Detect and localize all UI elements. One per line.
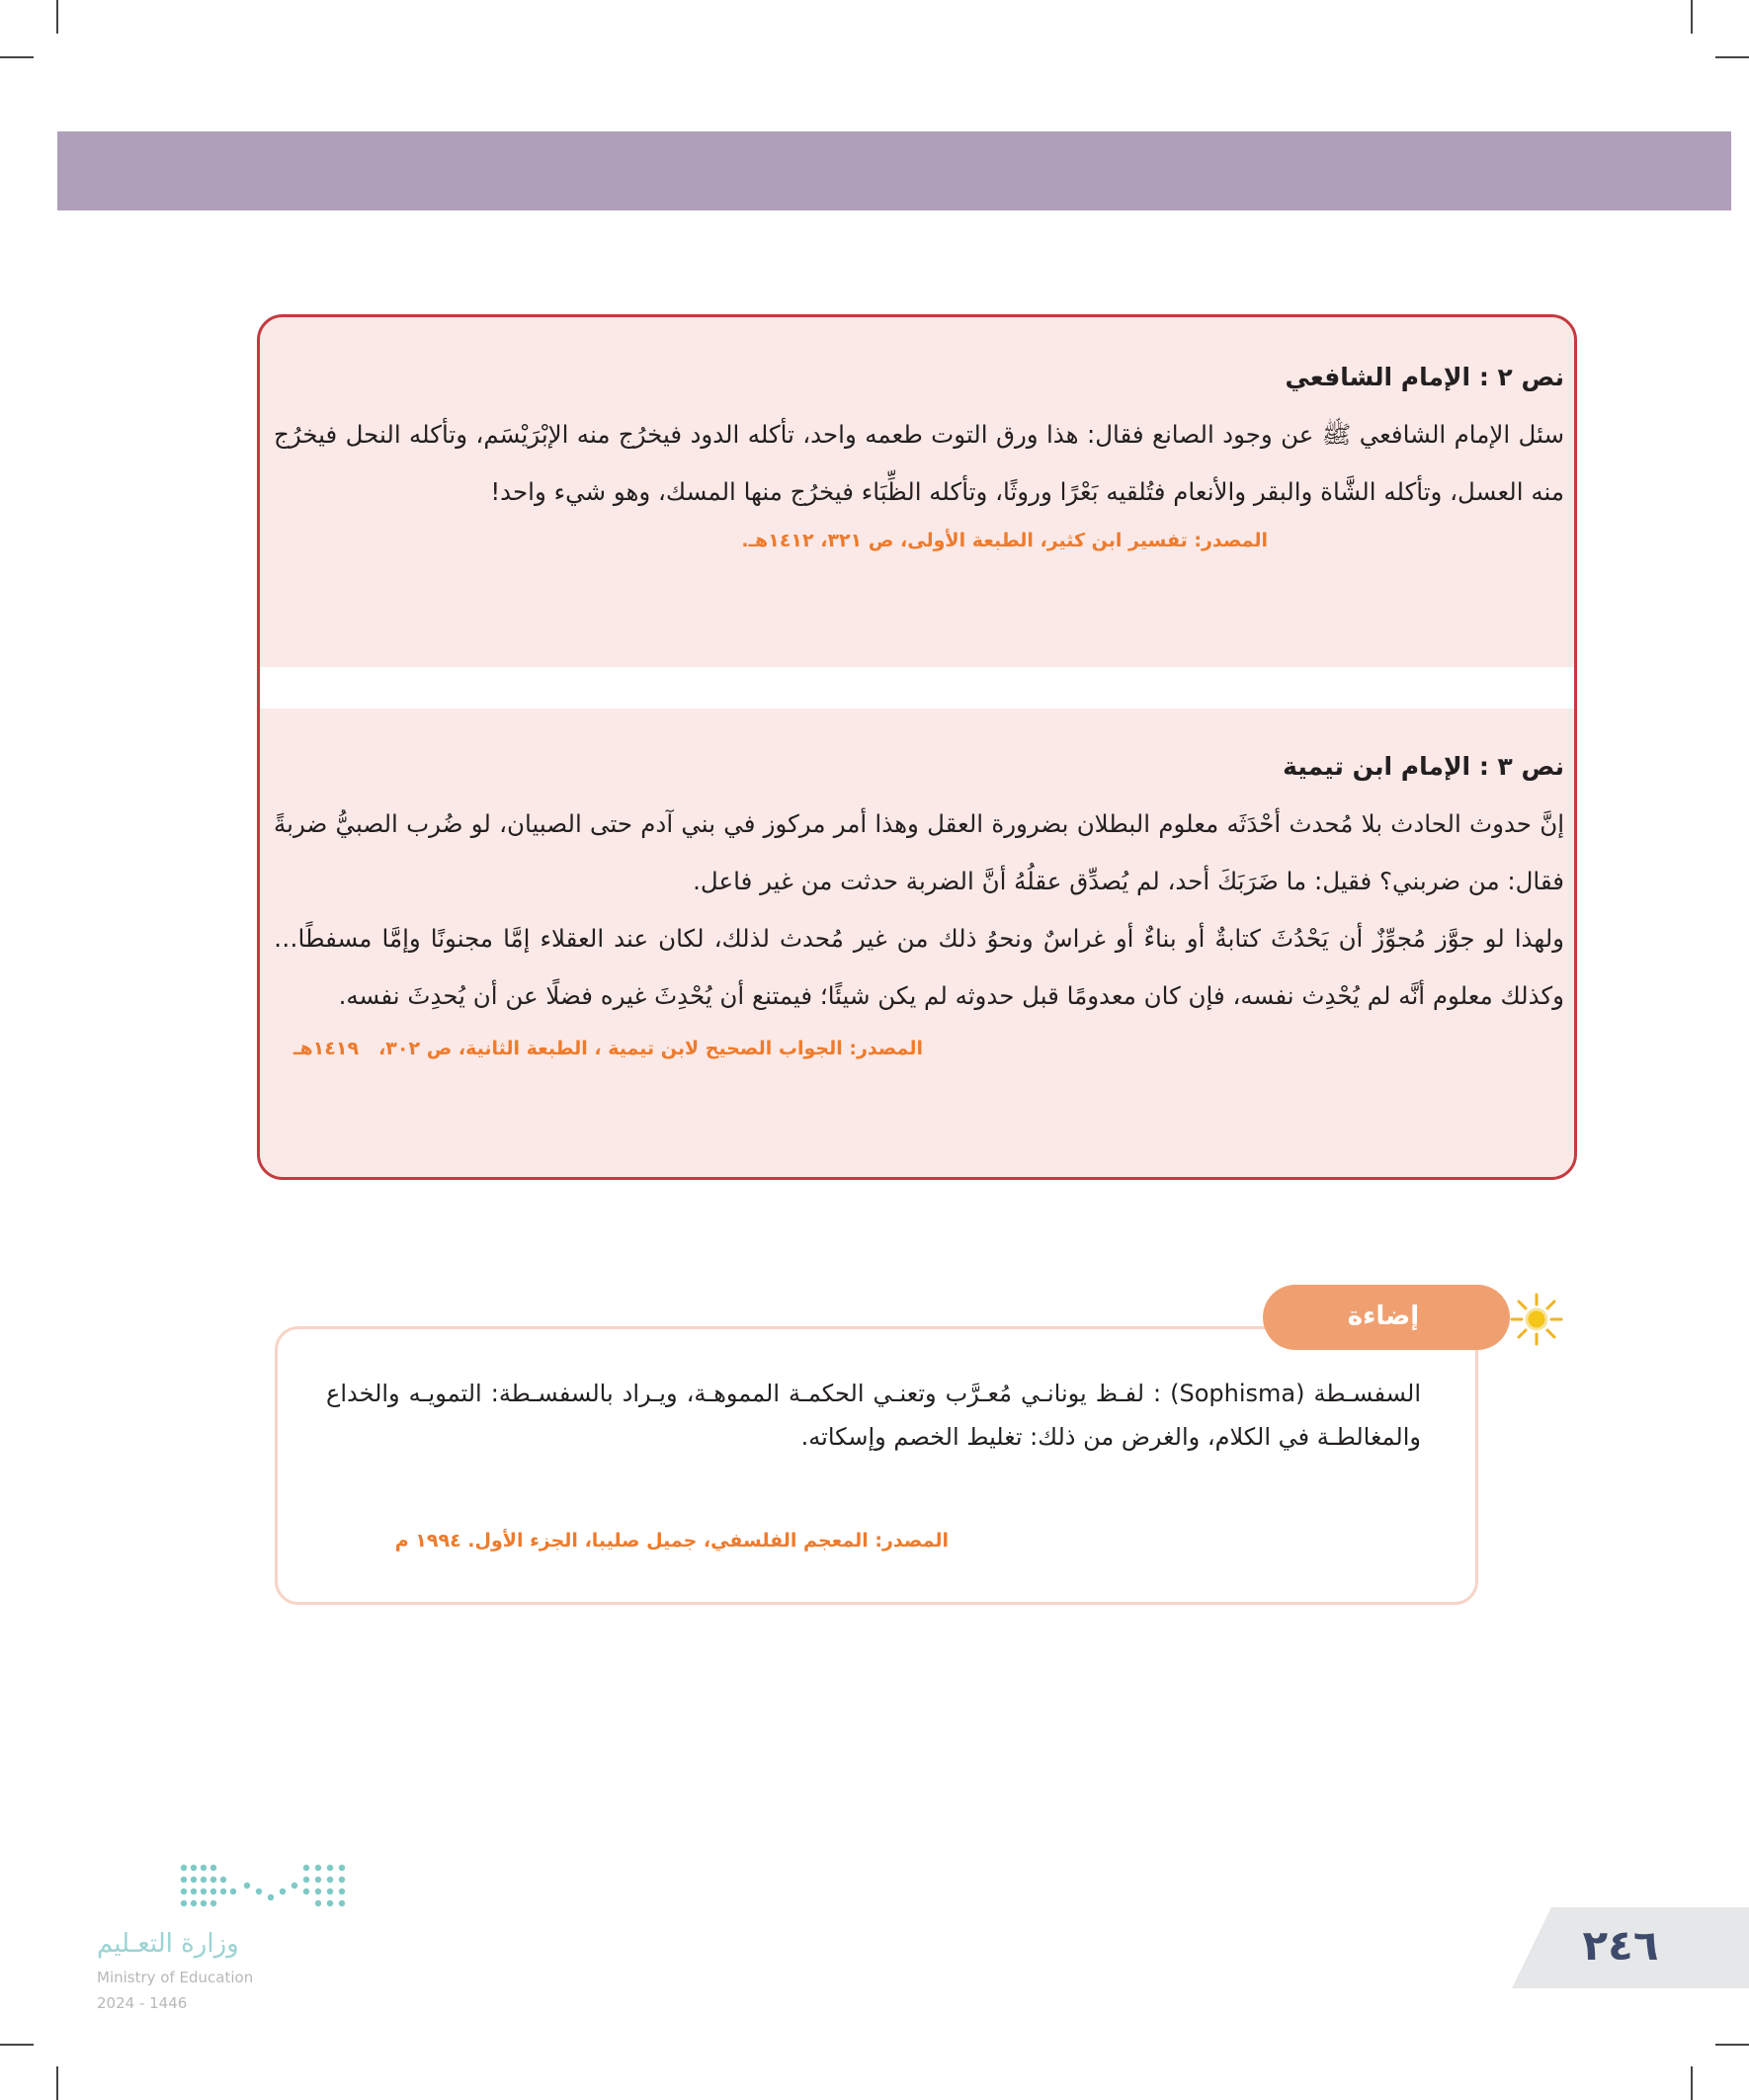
idaa-text: السفسـطة (Sophisma) : لفـظ يونانـي مُعـرَّب وتعنـي الحكمـة المموهـة، ويـراد بالسفسـطة: التمويـه والخداع والمغالطـة في الكلام، والغرض من ذلك: تغليط الخصم وإسكاته. bbox=[326, 1380, 1421, 1451]
crop-mark bbox=[56, 2066, 58, 2100]
header-band bbox=[57, 131, 1731, 210]
idaa-box bbox=[275, 1326, 1478, 1605]
section-divider bbox=[260, 667, 1574, 709]
text-2-title: نص ٢ : الإمام الشافعي bbox=[1285, 363, 1564, 391]
ministry-name-english: Ministry of Education bbox=[97, 1969, 254, 1986]
text-2-section bbox=[260, 361, 1574, 554]
idaa-label: إضاءة bbox=[1347, 1302, 1420, 1331]
text-3-paragraph-1: إنَّ حدوث الحادث بلا مُحدث أحْدَثَه معلوم البطلان بضرورة العقل وهذا أمر مركوز في بني آدم حتى الصبيان، لو ضُرب الصبيُّ ضربةً فقال: من ضربني؟ فقيل: ما ضَرَبَكَ أحد، لم يُصدِّق عقلُهُ أنَّ الضربة حدثت من غير فاعل. bbox=[274, 809, 1564, 895]
crop-mark bbox=[1691, 0, 1693, 34]
edition-year: 2024 - 1446 bbox=[97, 1994, 188, 2012]
crop-mark bbox=[56, 0, 58, 34]
text-3-source bbox=[274, 1035, 1564, 1062]
ministry-name-arabic: وزارة التعـليم bbox=[97, 1929, 239, 1959]
text-3-source-year: ١٤١٩هـ bbox=[293, 1038, 360, 1059]
text-3-source-main: المصدر: الجواب الصحيح لابن تيمية ، الطبعة الثانية، ص ٣٠٢، bbox=[378, 1038, 923, 1059]
crop-mark bbox=[0, 56, 34, 58]
crop-mark bbox=[1715, 56, 1749, 58]
sun-icon bbox=[1510, 1293, 1563, 1346]
ministry-logo-icon bbox=[178, 1858, 356, 1917]
text-2-source: المصدر: تفسير ابن كثير، الطبعة الأولى، ص ٣٢١، ١٤١٢هـ. bbox=[741, 530, 1268, 551]
crop-mark bbox=[0, 2044, 34, 2046]
text-3-title: نص ٣ : الإمام ابن تيمية bbox=[1283, 752, 1564, 781]
texts-box bbox=[257, 314, 1577, 1180]
crop-mark bbox=[1691, 2066, 1693, 2100]
crop-mark bbox=[1715, 2044, 1749, 2046]
text-3-paragraph-2: ولهذا لو جوَّز مُجوِّزٌ أن يَحْدُثَ كتابةٌ أو بناءٌ أو غراسٌ ونحوُ ذلك من غير مُحدث لذلك، لكان عند العقلاء إمَّا مجنونًا وإمَّا مسفطًا… وكذلك معلوم أنَّه لم يُحْدِث نفسه، فإن كان معدومًا قبل حدوثه لم يكن شيئًا؛ فيمتنع أن يُحْدِثَ غيره فضلًا عن أن يُحدِثَ نفسه. bbox=[274, 924, 1564, 1010]
text-2-body: سئل الإمام الشافعي ﷺ عن وجود الصانع فقال: هذا ورق التوت طعمه واحد، تأكله الدود فيخرُج منه الإبْرَيْسَم، وتأكله النحل فيخرُج منه العسل، وتأكله الشَّاة والبقر والأنعام فتُلقيه بَعْرًا وروثًا، وتأكله الظِّبَاء فيخرُج منها المسك، وهو شيء واحد! bbox=[274, 420, 1564, 506]
page-number: ٢٤٦ bbox=[1582, 1921, 1659, 1970]
text-3-section bbox=[260, 750, 1574, 1062]
idaa-source: المصدر: المعجم الفلسفي، جميل صليبا، الجزء الأول. ١٩٩٤ م bbox=[394, 1530, 949, 1552]
